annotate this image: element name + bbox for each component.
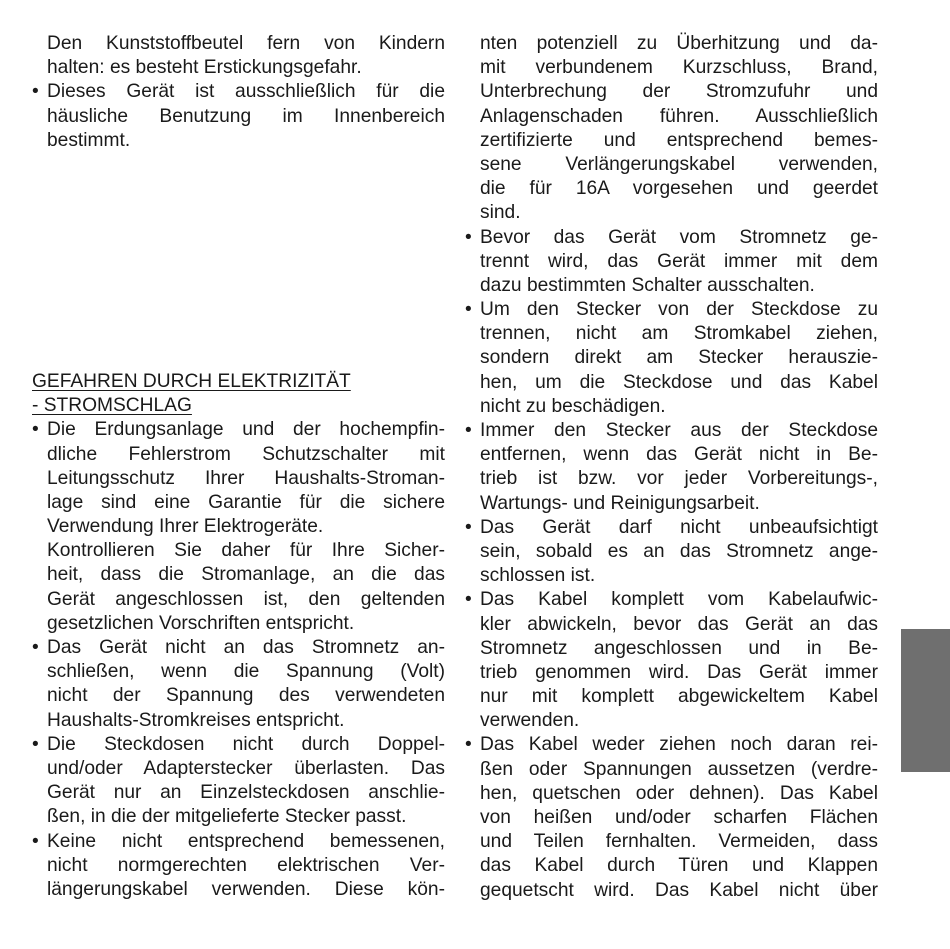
text-line: • Die Erdungsanlage und der hochempfin- [47, 419, 445, 441]
text-line: dazu bestimmten Schalter ausschalten. [480, 274, 815, 296]
list-item [465, 733, 878, 902]
text-line: • Das Kabel weder ziehen noch daran rei- [480, 734, 878, 756]
text-line: dliche Fehlerstrom Schutzschalter mit [47, 443, 445, 465]
text-line: Anlagenschaden führen. Ausschließlich [480, 105, 878, 127]
text-line: hen, um die Steckdose und das Kabel [480, 371, 878, 393]
text-line: halten: es besteht Erstickungsgefahr. [47, 57, 362, 79]
text-line: ßen oder Spannungen aussetzen (verdre- [480, 758, 878, 780]
text-line: trieb ist bzw. vor jeder Vorbereitungs-, [480, 468, 878, 490]
text-line: Den Kunststoffbeutel fern von Kindern [47, 33, 445, 54]
right-column [465, 32, 878, 903]
text-line: entfernen, wenn das Gerät nicht in Be- [480, 444, 878, 466]
text-line: Haushalts-Stromkreises entspricht. [47, 709, 345, 731]
left-column [32, 32, 445, 902]
text-line: • Immer den Stecker aus der Steckdose [480, 420, 878, 441]
list-item [465, 516, 878, 589]
list-item [32, 733, 445, 830]
list-item [465, 419, 878, 516]
text-line: schlossen ist. [480, 565, 596, 587]
text-line: • Das Gerät darf nicht unbeaufsichtigt [480, 516, 878, 538]
list-item [465, 226, 878, 299]
text-line: trennt wird, das Gerät immer mit dem [480, 250, 878, 272]
list-item [32, 80, 445, 153]
text-line: häusliche Benutzung im Innenbereich [47, 105, 445, 127]
text-line: nten potenziell zu Überhitzung und da- [480, 33, 878, 54]
text-line: kler abwickeln, bevor das Gerät an das [480, 613, 878, 635]
text-line: lage sind eine Garantie für die sichere [47, 491, 445, 513]
text-line: sondern direkt am Stecker herauszie- [480, 347, 878, 369]
text-line: ßen, in die der mitgelieferte Stecker passt. [47, 806, 407, 828]
heading-line: - STROMSCHLAG [32, 395, 192, 417]
text-line: • Das Gerät nicht an das Stromnetz an- [47, 637, 445, 658]
text-line: Gerät angeschlossen ist, den geltenden [47, 588, 445, 610]
text-line: und/oder Adapterstecker überlasten. Das [47, 757, 445, 779]
chapter-side-tab [901, 629, 950, 772]
list-item [32, 830, 445, 903]
text-line: Stromnetz angeschlossen und in Be- [480, 637, 878, 659]
list-item [32, 636, 445, 733]
text-line: mit verbundenem Kurzschluss, Brand, [480, 57, 878, 79]
section-heading [32, 370, 445, 418]
text-line: von heißen und/oder scharfen Flächen [480, 807, 878, 828]
text-line: nur mit komplett abgewickeltem Kabel [480, 686, 878, 708]
text-line: Kontrollieren Sie daher für Ihre Sicher- [47, 540, 445, 562]
text-line: längerungskabel verwenden. Diese kön- [47, 878, 445, 900]
paragraph [32, 539, 445, 636]
text-line: hen, quetschen oder dehnen). Das Kabel [480, 782, 878, 804]
text-line: Wartungs- und Reinigungsarbeit. [480, 492, 760, 514]
text-line: gesetzlichen Vorschriften entspricht. [47, 612, 355, 634]
text-line: das Kabel durch Türen und Klappen [480, 855, 878, 877]
text-line: • Um den Stecker von der Steckdose zu [480, 299, 878, 321]
text-line: • Keine nicht entsprechend bemessenen, [47, 830, 445, 852]
text-line: die für 16A vorgesehen und geerdet [480, 178, 878, 200]
column-spacer [32, 153, 445, 370]
safety-list [32, 418, 445, 902]
text-line: und Teilen fernhalten. Vermeiden, dass [480, 831, 878, 853]
text-line: nicht zu beschädigen. [480, 395, 666, 417]
text-line: heit, dass die Stromanlage, an die das [47, 564, 445, 586]
text-line: gequetscht wird. Das Kabel nicht über [480, 879, 878, 901]
heading-line: GEFAHREN DURCH ELEKTRIZITÄT [32, 370, 351, 392]
text-line: sind. [480, 202, 521, 224]
text-line: • Die Steckdosen nicht durch Doppel- [47, 733, 445, 755]
text-line: Verwendung Ihrer Elektrogeräte. [47, 516, 324, 538]
text-line: nicht normgerechten elektrischen Ver- [47, 854, 445, 876]
text-line: • Bevor das Gerät vom Stromnetz ge- [480, 226, 878, 248]
text-line: trieb genommen wird. Das Gerät immer [480, 661, 878, 683]
text-line: sene Verlängerungskabel verwenden, [480, 153, 878, 175]
text-line: • Das Kabel komplett vom Kabelaufwic- [480, 589, 878, 611]
intro-section [32, 32, 445, 153]
text-line: Gerät nur an Einzelsteckdosen anschlie- [47, 782, 445, 804]
safety-list-continued [465, 32, 878, 903]
text-line: verwenden. [480, 710, 580, 732]
text-line: zertifizierte und entsprechend bemes- [480, 129, 878, 151]
text-line: schließen, wenn die Spannung (Volt) [47, 661, 445, 683]
text-line: nicht der Spannung des verwendeten [47, 685, 445, 707]
paragraph [32, 32, 445, 80]
text-line: bestimmt. [47, 129, 131, 151]
text-line: Unterbrechung der Stromzufuhr und [480, 81, 878, 103]
text-line: Leitungsschutz Ihrer Haushalts-Stroman- [47, 467, 445, 489]
list-item [465, 588, 878, 733]
text-line: sein, sobald es an das Stromnetz ange- [480, 540, 878, 562]
text-line: trennen, nicht am Stromkabel ziehen, [480, 323, 878, 345]
paragraph [465, 32, 878, 226]
list-item [465, 298, 878, 419]
list-item [32, 418, 445, 539]
text-line: • Dieses Gerät ist ausschließlich für die [47, 81, 445, 103]
